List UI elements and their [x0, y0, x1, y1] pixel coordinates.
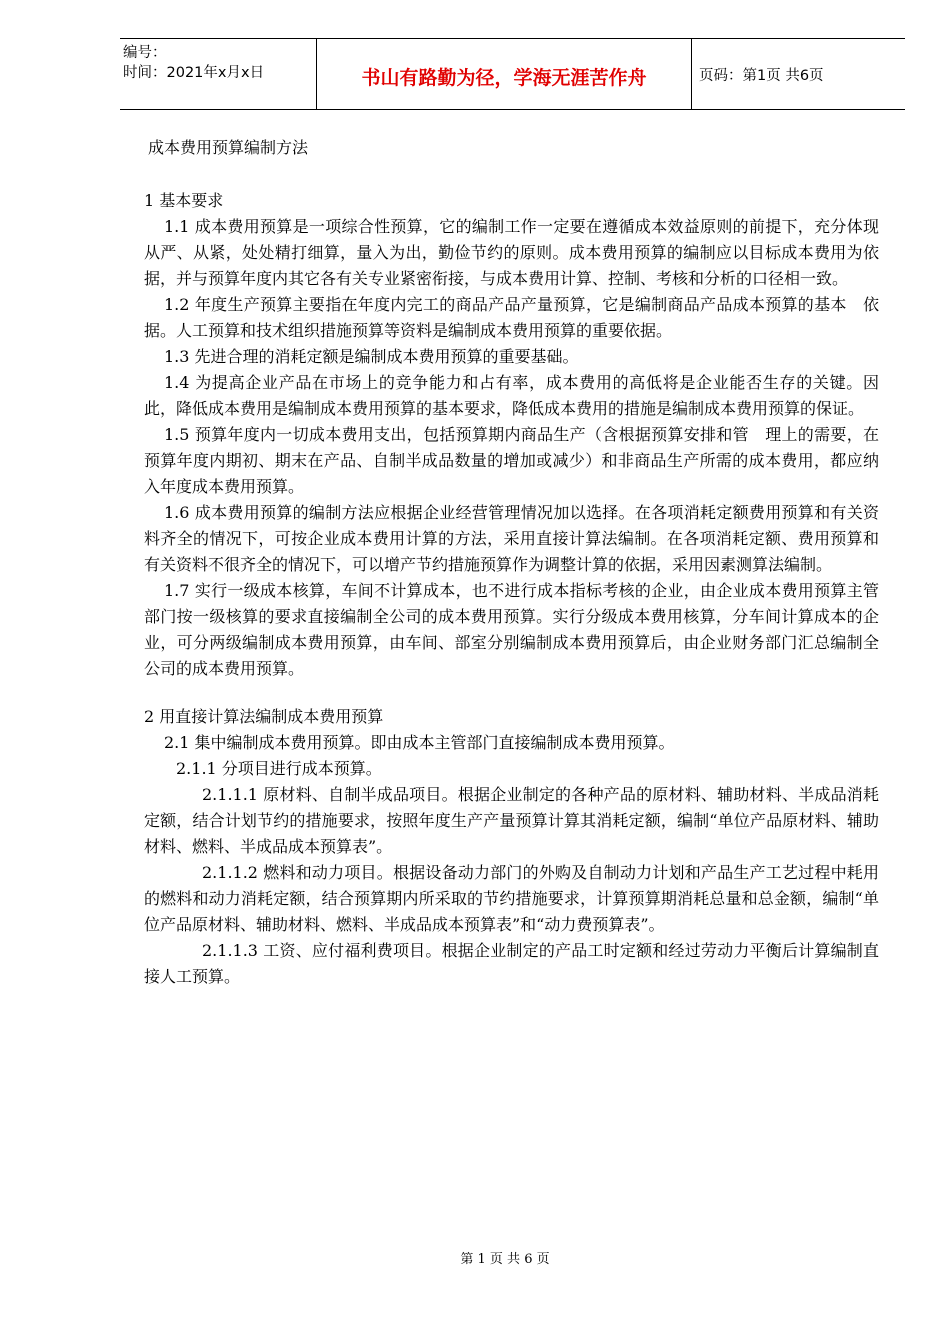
header-meta: [120, 39, 316, 109]
motto-text: 书山有路勤为径，学海无涯苦作舟: [361, 67, 647, 89]
header-page: [691, 39, 905, 109]
paragraph-2-1-1-3: 2.1.1.3 工资、应付福利费项目。根据企业制定的产品工时定额和经过劳动力平衡后计算编制直接人工预算。: [144, 941, 879, 986]
section-heading-2: 2 用直接计算法编制成本费用预算: [144, 707, 384, 726]
paragraph-1-2: 1.2 年度生产预算主要指在年度内完工的商品产品产量预算，它是编制商品产品成本预算的基本 依据。人工预算和技术组织措施预算等资料是编制成本费用预算的重要依据。: [144, 295, 879, 340]
paragraph-2-1: 2.1 集中编制成本费用预算。即由成本主管部门直接编制成本费用预算。: [164, 733, 675, 752]
header-motto: [316, 39, 692, 109]
page-footer: 第 1 页 共 6 页: [460, 1252, 550, 1267]
document-body: [144, 134, 879, 990]
document-title: 成本费用预算编制方法: [148, 138, 309, 157]
paragraph-1-3: 1.3 先进合理的消耗定额是编制成本费用预算的重要基础。: [164, 347, 579, 366]
paragraph-1-6: 1.6 成本费用预算的编制方法应根据企业经营管理情况加以选择。在各项消耗定额费用预算和有关资料齐全的情况下，可按企业成本费用计算的方法，采用直接计算法编制。在各项消耗定额、费用预算和有关资料不很齐全的情况下，可以增产节约措施预算作为调整计算的依据，采用因素测算法编制。: [144, 503, 879, 574]
paragraph-1-1: 1.1 成本费用预算是一项综合性预算，它的编制工作一定要在遵循成本效益原则的前提下，充分体现从严、从紧，处处精打细算，量入为出，勤俭节约的原则。成本费用预算的编制应以目标成本费用为依据，并与预算年度内其它各有关专业紧密衔接，与成本费用计算、控制、考核和分析的口径相一致。: [144, 217, 879, 288]
page-label: 页码：第1页 共6页: [699, 68, 824, 84]
time-label: 时间：2021年x月x日: [123, 65, 265, 81]
paragraph-1-7: 1.7 实行一级成本核算，车间不计算成本，也不进行成本指标考核的企业，由企业成本费用预算主管部门按一级核算的要求直接编制全公司的成本费用预算。实行分级成本费用核算，分车间计算成本的企业，可分两级编制成本费用预算，由车间、部室分别编制成本费用预算后，由企业财务部门汇总编制全公司的成本费用预算。: [144, 581, 879, 678]
paragraph-2-1-1: 2.1.1 分项目进行成本预算。: [176, 759, 382, 778]
paragraph-1-5: 1.5 预算年度内一切成本费用支出，包括预算期内商品生产（含根据预算安排和管 理上的需要，在预算年度内期初、期末在产品、自制半成品数量的增加或减少）和非商品生产所需的成本费用，都应纳入年度成本费用预算。: [144, 425, 879, 496]
page-header: [120, 38, 905, 110]
paragraph-2-1-1-2: 2.1.1.2 燃料和动力项目。根据设备动力部门的外购及自制动力计划和产品生产工艺过程中耗用的燃料和动力消耗定额，结合预算期内所采取的节约措施要求，计算预算期消耗总量和总金额，编制“单位产品原材料、辅助材料、燃料、半成品成本预算表”和“动力费预算表”。: [144, 863, 879, 934]
paragraph-1-4: 1.4 为提高企业产品在市场上的竞争能力和占有率，成本费用的高低将是企业能否生存的关键。因此，降低成本费用是编制成本费用预算的基本要求，降低成本费用的措施是编制成本费用预算的保证。: [144, 373, 879, 418]
paragraph-2-1-1-1: 2.1.1.1 原材料、自制半成品项目。根据企业制定的各种产品的原材料、辅助材料、半成品消耗定额，结合计划节约的措施要求，按照年度生产产量预算计算其消耗定额，编制“单位产品原材料、辅助材料、燃料、半成品成本预算表”。: [144, 785, 879, 856]
number-label: 编号：: [123, 45, 167, 61]
section-heading-1: 1 基本要求: [144, 191, 224, 210]
